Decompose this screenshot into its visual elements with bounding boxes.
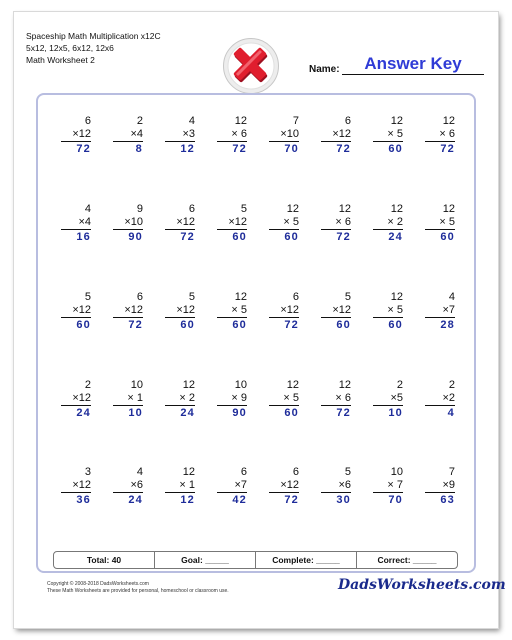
answer: 72 <box>269 317 299 332</box>
score-footer <box>53 551 458 569</box>
multiplier: ×4 <box>78 215 91 228</box>
brand-logo: DadsWorksheets.com <box>338 577 506 593</box>
answer: 60 <box>269 229 299 244</box>
copyright-line: Copyright © 2008-2018 DadsWorksheets.com <box>47 581 149 587</box>
multiplicand: 12 <box>286 379 299 391</box>
problem <box>165 466 195 507</box>
problem <box>321 203 351 244</box>
multiplier: × 5 <box>283 391 299 404</box>
answer: 60 <box>61 317 91 332</box>
answer: 4 <box>425 405 455 420</box>
multiplicand: 4 <box>188 115 195 127</box>
problem <box>217 203 247 244</box>
answer: 8 <box>113 141 143 156</box>
answer: 16 <box>61 229 91 244</box>
multiplier: × 5 <box>283 215 299 228</box>
answer: 36 <box>61 492 91 507</box>
multiplicand: 12 <box>442 203 455 215</box>
problem <box>321 379 351 420</box>
multiplier: ×5 <box>390 391 403 404</box>
multiplicand: 9 <box>136 203 143 215</box>
multiplier: × 5 <box>231 303 247 316</box>
problem <box>425 203 455 244</box>
problem <box>113 115 143 156</box>
multiplier: × 1 <box>127 391 143 404</box>
answer: 72 <box>165 229 195 244</box>
problem <box>61 379 91 420</box>
correct-cell: Correct: _____ <box>377 555 437 565</box>
multiplicand: 2 <box>136 115 143 127</box>
answer: 60 <box>165 317 195 332</box>
multiplier: ×12 <box>72 303 91 316</box>
answer: 70 <box>269 141 299 156</box>
multiplier: × 6 <box>335 391 351 404</box>
answer: 24 <box>61 405 91 420</box>
multiplicand: 5 <box>344 291 351 303</box>
problem <box>269 115 299 156</box>
multiplicand: 6 <box>292 291 299 303</box>
multiplicand: 2 <box>396 379 403 391</box>
multiplier: × 5 <box>439 215 455 228</box>
answer: 60 <box>217 229 247 244</box>
usage-note: These Math Worksheets are provided for personal, homeschool or classroom use. <box>47 588 229 594</box>
multiplicand: 4 <box>136 466 143 478</box>
problem <box>321 291 351 332</box>
problem <box>217 379 247 420</box>
multiplicand: 12 <box>182 466 195 478</box>
multiplier: ×6 <box>338 478 351 491</box>
name-label: Name: <box>309 64 340 75</box>
multiplier: ×12 <box>176 215 195 228</box>
problem <box>217 115 247 156</box>
multiplicand: 12 <box>338 379 351 391</box>
multiplier: × 5 <box>387 127 403 140</box>
problem <box>61 203 91 244</box>
answer: 30 <box>321 492 351 507</box>
multiplier: ×12 <box>72 478 91 491</box>
problems-frame <box>36 93 476 573</box>
name-line <box>342 74 484 75</box>
multiplicand: 5 <box>240 203 247 215</box>
problem <box>165 115 195 156</box>
multiplier: ×2 <box>442 391 455 404</box>
problem <box>425 291 455 332</box>
answer: 72 <box>113 317 143 332</box>
problem <box>373 466 403 507</box>
multiplicand: 12 <box>390 291 403 303</box>
problem <box>113 203 143 244</box>
multiplier: × 1 <box>179 478 195 491</box>
multiplicand: 4 <box>84 203 91 215</box>
multiplier: ×12 <box>124 303 143 316</box>
problem <box>217 466 247 507</box>
multiplier: ×7 <box>234 478 247 491</box>
multiplier: × 6 <box>335 215 351 228</box>
multiplier: ×3 <box>182 127 195 140</box>
problem <box>425 466 455 507</box>
problem <box>61 291 91 332</box>
multiplicand: 12 <box>442 115 455 127</box>
multiplier: × 2 <box>179 391 195 404</box>
multiplicand: 12 <box>182 379 195 391</box>
answer: 90 <box>217 405 247 420</box>
worksheet-facts: 5x12, 12x5, 6x12, 12x6 <box>26 43 114 53</box>
multiplicand: 12 <box>234 115 247 127</box>
multiplier: × 6 <box>231 127 247 140</box>
problem <box>321 466 351 507</box>
multiplier: ×12 <box>280 303 299 316</box>
multiplicand: 6 <box>240 466 247 478</box>
answer: 72 <box>217 141 247 156</box>
multiplier: × 7 <box>387 478 403 491</box>
multiplier: ×7 <box>442 303 455 316</box>
answer: 10 <box>373 405 403 420</box>
multiplier: ×12 <box>72 391 91 404</box>
multiplicand: 12 <box>390 203 403 215</box>
answer: 12 <box>165 492 195 507</box>
multiplicand: 12 <box>390 115 403 127</box>
multiplicand: 12 <box>338 203 351 215</box>
problem <box>61 115 91 156</box>
multiplier: × 5 <box>387 303 403 316</box>
multiplier: ×12 <box>176 303 195 316</box>
multiplicand: 6 <box>84 115 91 127</box>
multiplicand: 10 <box>234 379 247 391</box>
multiplicand: 6 <box>136 291 143 303</box>
problem <box>373 115 403 156</box>
multiplier: × 6 <box>439 127 455 140</box>
multiplier: ×12 <box>280 478 299 491</box>
problem <box>425 115 455 156</box>
answer: 60 <box>269 405 299 420</box>
answer: 72 <box>425 141 455 156</box>
problem <box>165 291 195 332</box>
answer: 10 <box>113 405 143 420</box>
worksheet-subtitle: Math Worksheet 2 <box>26 55 95 65</box>
multiplicand: 12 <box>234 291 247 303</box>
multiplicand: 12 <box>286 203 299 215</box>
multiplicand: 7 <box>292 115 299 127</box>
problem <box>269 203 299 244</box>
multiplier: ×6 <box>130 478 143 491</box>
problem <box>269 379 299 420</box>
answer: 42 <box>217 492 247 507</box>
answer: 60 <box>321 317 351 332</box>
worksheet-title: Spaceship Math Multiplication x12C <box>26 31 161 41</box>
answer: 12 <box>165 141 195 156</box>
answer-key-label: Answer Key <box>364 54 462 73</box>
multiplier: ×12 <box>228 215 247 228</box>
answer: 72 <box>321 229 351 244</box>
answer: 24 <box>373 229 403 244</box>
problem <box>165 203 195 244</box>
problem <box>113 466 143 507</box>
multiplicand: 10 <box>130 379 143 391</box>
multiplicand: 5 <box>344 466 351 478</box>
problem <box>373 203 403 244</box>
multiplicand: 10 <box>390 466 403 478</box>
multiplicand: 6 <box>344 115 351 127</box>
problem <box>425 379 455 420</box>
answer: 72 <box>321 141 351 156</box>
problem <box>165 379 195 420</box>
answer: 60 <box>373 317 403 332</box>
problem <box>61 466 91 507</box>
answer: 60 <box>425 229 455 244</box>
answer: 90 <box>113 229 143 244</box>
problem <box>217 291 247 332</box>
multiplier: ×10 <box>280 127 299 140</box>
answer: 60 <box>217 317 247 332</box>
answer: 72 <box>61 141 91 156</box>
multiplicand: 5 <box>84 291 91 303</box>
multiplicand: 7 <box>448 466 455 478</box>
problem <box>113 379 143 420</box>
multiplier: ×12 <box>72 127 91 140</box>
answer: 28 <box>425 317 455 332</box>
answer: 72 <box>321 405 351 420</box>
multiplier: ×9 <box>442 478 455 491</box>
answer: 24 <box>165 405 195 420</box>
total-cell: Total: 40 <box>54 552 155 568</box>
problem <box>321 115 351 156</box>
multiplier: × 9 <box>231 391 247 404</box>
problem <box>269 291 299 332</box>
multiplicand: 6 <box>188 203 195 215</box>
problem <box>113 291 143 332</box>
multiplicand: 3 <box>84 466 91 478</box>
multiplier: ×12 <box>332 127 351 140</box>
answer: 70 <box>373 492 403 507</box>
multiplier: ×4 <box>130 127 143 140</box>
multiplicand: 4 <box>448 291 455 303</box>
multiplier: ×10 <box>124 215 143 228</box>
multiplicand: 2 <box>448 379 455 391</box>
answer: 72 <box>269 492 299 507</box>
problem <box>269 466 299 507</box>
goal-cell: Goal: _____ <box>155 552 256 568</box>
multiplier: × 2 <box>387 215 403 228</box>
answer: 24 <box>113 492 143 507</box>
answer: 60 <box>373 141 403 156</box>
complete-cell: Complete: _____ <box>256 552 357 568</box>
multiplicand: 2 <box>84 379 91 391</box>
red-x-mark-icon <box>222 37 280 95</box>
problem <box>373 291 403 332</box>
multiplicand: 5 <box>188 291 195 303</box>
multiplicand: 6 <box>292 466 299 478</box>
multiplier: ×12 <box>332 303 351 316</box>
answer: 63 <box>425 492 455 507</box>
problem <box>373 379 403 420</box>
